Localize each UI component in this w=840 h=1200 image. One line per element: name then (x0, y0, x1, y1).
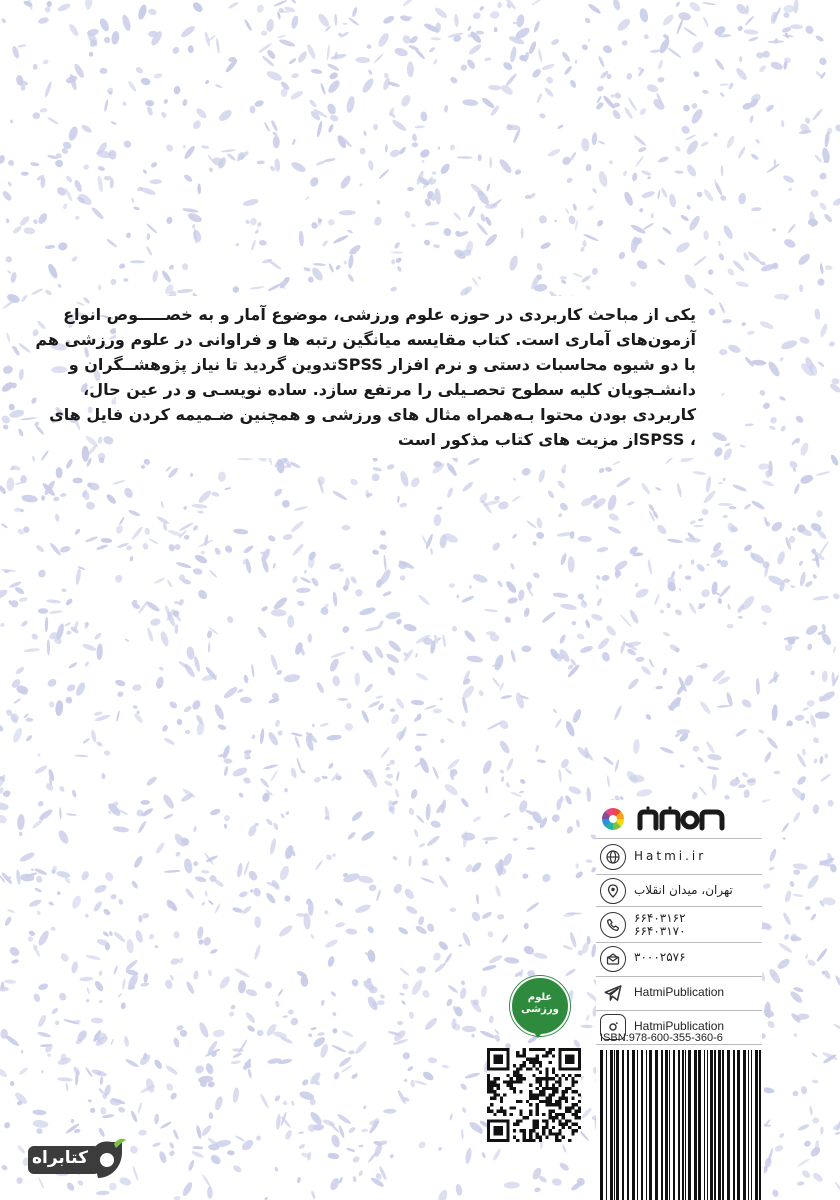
phone-number-1[interactable]: ۶۶۴۰۳۱۶۲ (634, 911, 686, 925)
book-description (35, 302, 696, 452)
description-line: کاربردی بودن محتوا بـه‌همراه مثال های ورزشی و همچنین ضـمیمه کردن فایل های (49, 405, 696, 424)
ketabrah-leaf-icon (90, 1138, 128, 1182)
divider (596, 942, 762, 943)
divider (596, 906, 762, 907)
telegram-row (596, 978, 762, 1008)
website-text[interactable]: Hatmi.ir (634, 849, 707, 863)
description-line: دانشـجویان کلیه سطوح تحصـیلی را مرتفع سازد. ساده نویسـی و در عین حال، (83, 380, 696, 399)
description-line: با دو شیوه محاسبات دستی و نرم افزار SPSSتدوین گردید تا نیاز پژوهشــگران و (68, 355, 696, 374)
divider (596, 1044, 762, 1045)
telegram-icon (600, 980, 626, 1006)
phone-row (596, 908, 762, 942)
publisher-logo (596, 800, 762, 838)
website-row (596, 842, 762, 872)
address-text: تهران، میدان انقلاب (634, 883, 733, 897)
isbn-text: ISBN:978-600-355-360-6 (600, 1032, 723, 1044)
description-line: ، SPSSاز مزیت های کتاب مذکور است (397, 430, 696, 449)
phone-icon (600, 912, 626, 938)
address-row (596, 876, 762, 906)
hatmi-logo (632, 806, 732, 834)
color-wheel-icon (602, 808, 624, 830)
badge-pin (532, 1030, 544, 1038)
ketabrah-logo-text: کتابراه (31, 1148, 88, 1168)
divider (596, 1010, 762, 1011)
isbn-barcode (598, 1050, 764, 1200)
divider (596, 874, 762, 875)
globe-icon (600, 844, 626, 870)
sms-row (596, 944, 762, 974)
description-panel (35, 296, 706, 458)
description-line: یکی از مباحث کاربردی در حوزه علوم ورزشی، موضوع آمار و به خصـــــوص انواع (63, 305, 696, 324)
qr-code (487, 1048, 581, 1142)
sms-number[interactable]: ۳۰۰۰۲۵۷۶ (634, 950, 686, 964)
description-line: آزمون‌های آماری است. کتاب مقایسه میانگین رتبه ها و فراوانی در علوم ورزشی هم (35, 330, 696, 349)
divider (596, 976, 762, 977)
envelope-icon (600, 946, 626, 972)
telegram-handle[interactable]: HatmiPublication (634, 985, 725, 999)
instagram-handle[interactable]: HatmiPublication (634, 1019, 725, 1033)
location-pin-icon (600, 878, 626, 904)
divider (596, 838, 762, 839)
phone-number-2[interactable]: ۶۶۴۰۳۱۷۰ (634, 924, 686, 938)
badge-label: علوم ورزشی (521, 992, 559, 1015)
